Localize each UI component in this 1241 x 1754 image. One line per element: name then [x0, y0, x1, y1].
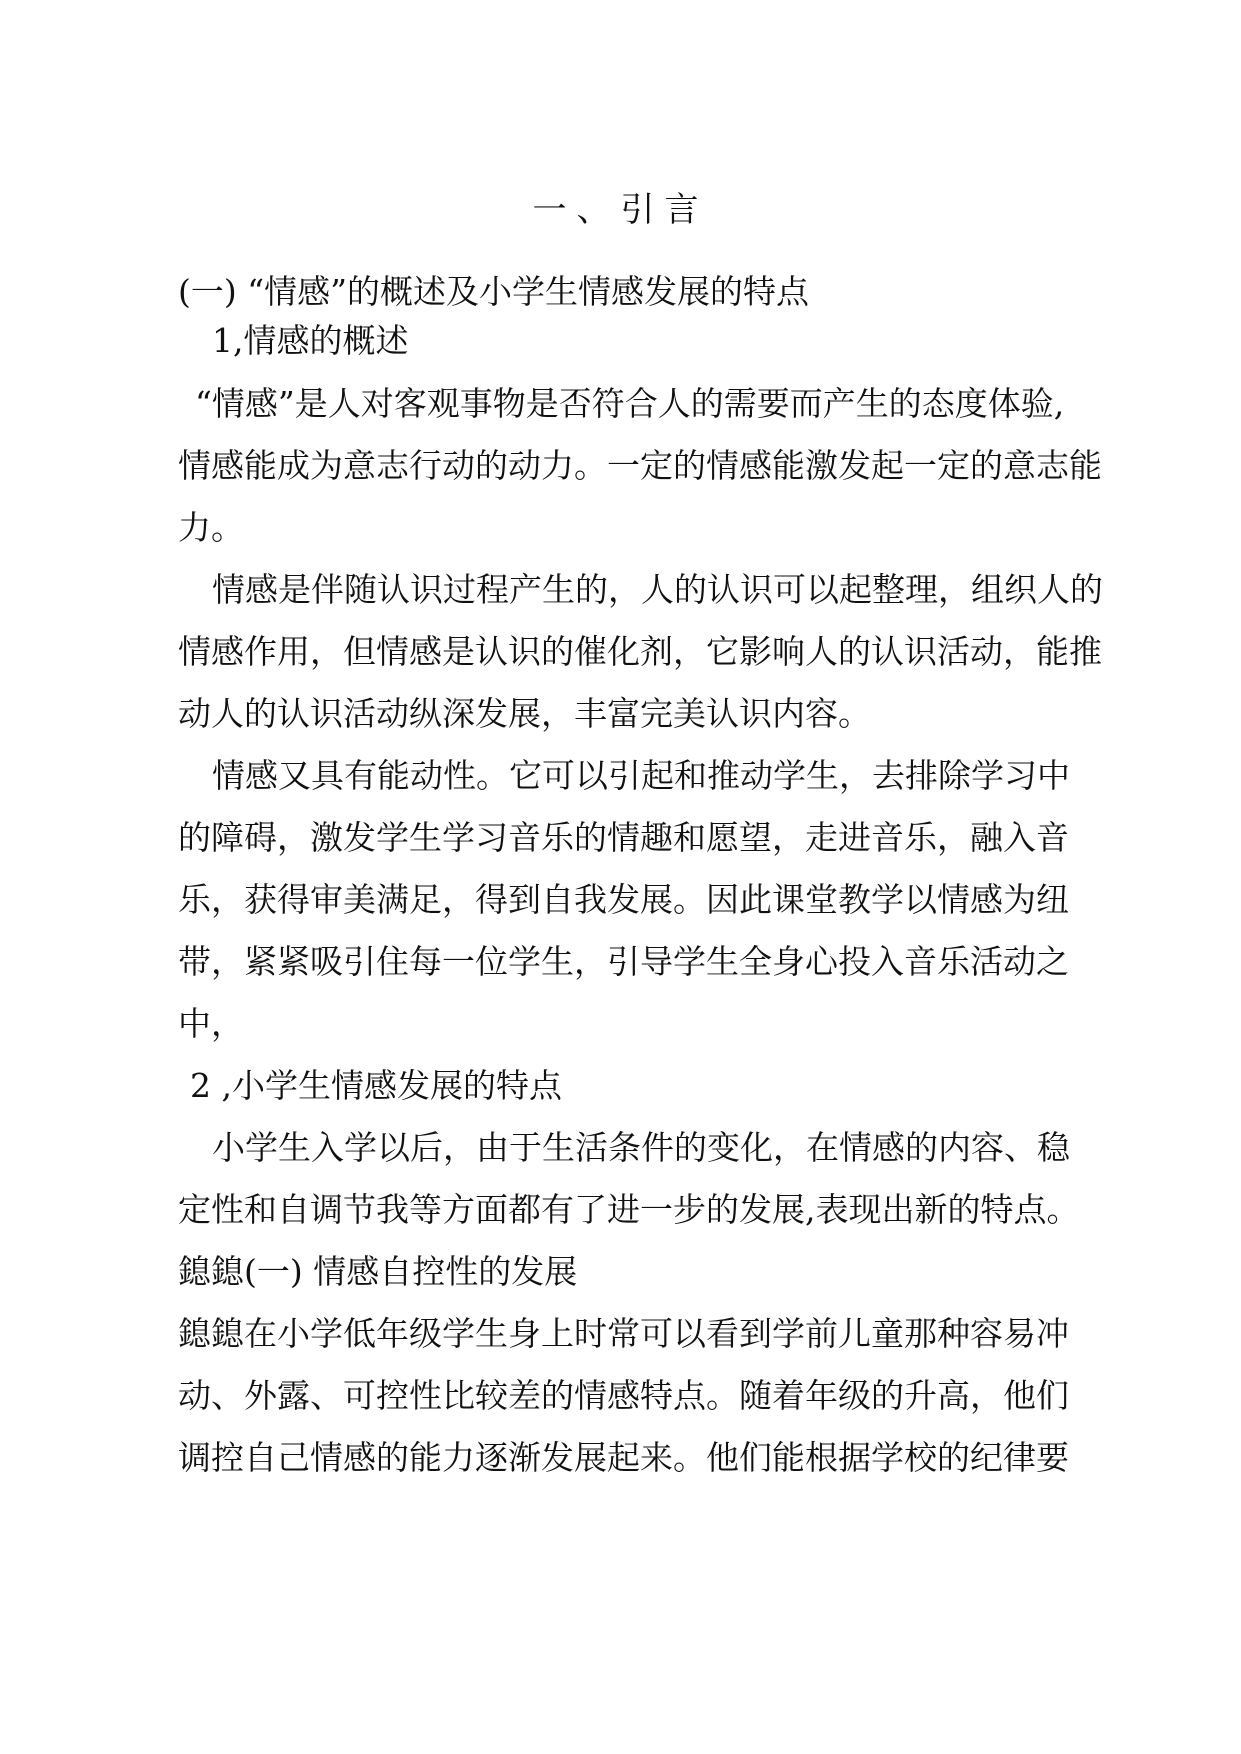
- subheading-3: 鎴鎴(一) 情感自控性的发展: [178, 1252, 578, 1291]
- paragraph-line: 情感作用，但情感是认识的催化剂，它影响人的认识活动，能推: [178, 632, 1102, 671]
- paragraph-line: 情感又具有能动性。它可以引起和推动学生，去排除学习中: [212, 756, 1070, 795]
- paragraph-line: 情感是伴随认识过程产生的，人的认识可以起整理，组织人的: [212, 570, 1103, 609]
- paragraph-line: 的障碍，激发学生学习音乐的情趣和愿望，走进音乐，融入音: [178, 818, 1069, 857]
- paragraph-line: 鎴鎴在小学低年级学生身上时常可以看到学前儿童那种容易冲: [178, 1314, 1069, 1353]
- paragraph-line: 情感能成为意志行动的动力。一定的情感能激发起一定的意志能: [178, 446, 1102, 485]
- paragraph-line: 力。: [178, 508, 244, 547]
- paragraph-line: 动人的认识活动纵深发展，丰富完美认识内容。: [178, 694, 871, 733]
- paragraph-line: 中，: [178, 1004, 244, 1043]
- paragraph-line: 小学生入学以后，由于生活条件的变化，在情感的内容、稳: [212, 1128, 1070, 1167]
- paragraph-line: 调控自己情感的能力逐渐发展起来。他们能根据学校的纪律要: [178, 1438, 1069, 1477]
- section-title: 一、引言: [532, 190, 709, 230]
- subheading-1: 1,情感的概述: [212, 321, 409, 360]
- paragraph-line: 动、外露、可控性比较差的情感特点。随着年级的升高，他们: [178, 1376, 1069, 1415]
- subsection-heading: (一) “情感”的概述及小学生情感发展的特点: [178, 272, 809, 311]
- paragraph-line: “情感”是人对客观事物是否符合人的需要而产生的态度体验,: [195, 384, 1065, 423]
- subheading-2: 2 ,小学生情感发展的特点: [190, 1066, 562, 1105]
- paragraph-line: 乐，获得审美满足，得到自我发展。因此课堂教学以情感为纽: [178, 880, 1069, 919]
- paragraph-line: 定性和自调节我等方面都有了进一步的发展,表现出新的特点。: [178, 1190, 1080, 1229]
- paragraph-line: 带，紧紧吸引住每一位学生，引导学生全身心投入音乐活动之: [178, 942, 1069, 981]
